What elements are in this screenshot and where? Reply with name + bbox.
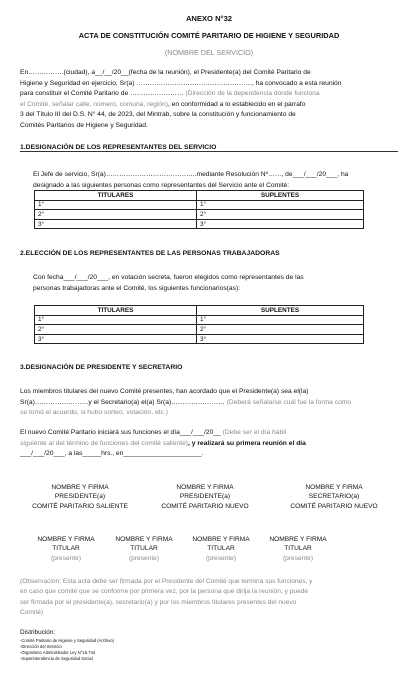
distribution-item: -Organismo Administrador Ley N°16.744 bbox=[20, 650, 96, 655]
signature-titular-2 bbox=[104, 535, 184, 563]
intro-line-1: En…………….(ciudad), a__/__/20__(fecha de la reunión), el Presidente(a) del Comité Paritario de bbox=[20, 69, 311, 76]
distribution-list bbox=[20, 638, 114, 662]
table-header-titulares: TITULARES bbox=[35, 306, 197, 316]
signature-role: PRESIDENTE(a) bbox=[54, 493, 106, 501]
table-cell[interactable]: 1° bbox=[197, 200, 364, 210]
table-header-suplentes: SUPLENTES bbox=[197, 306, 364, 316]
signature-titular-3 bbox=[181, 535, 261, 563]
table-row bbox=[35, 219, 364, 229]
signature-committee: COMITÉ PARITARIO NUEVO bbox=[161, 502, 249, 510]
table-cell[interactable]: 2° bbox=[35, 210, 197, 220]
section-3-heading: 3.DESIGNACIÓN DE PRESIDENTE Y SECRETARIO bbox=[20, 364, 183, 371]
section-3-paragraph-2 bbox=[20, 428, 398, 460]
section-3-p2-line-1b: (Debe ser el día hábil bbox=[222, 429, 287, 436]
signature-label: NOMBRE Y FIRMA bbox=[176, 484, 234, 491]
section-1-table bbox=[34, 190, 364, 229]
section-3-p1-line-2 bbox=[20, 398, 398, 409]
table-cell[interactable]: 1° bbox=[197, 315, 364, 325]
intro-line-3 bbox=[20, 89, 398, 100]
signature-role: TITULAR bbox=[130, 545, 158, 553]
section-3-p1-line-2b: (Deberá señalarse cuál fue la forma como bbox=[226, 398, 352, 406]
section-2-text-line-1: Con fecha___/___/20___, en votación secreta, fueron elegidos como representantes de las bbox=[33, 274, 304, 281]
distribution-item: -Dirección del Servicio bbox=[20, 644, 62, 649]
signature-president-outgoing bbox=[20, 483, 140, 511]
table-cell[interactable]: 2° bbox=[35, 325, 197, 335]
section-1-text bbox=[20, 170, 398, 191]
signature-committee: COMITÉ PARITARIO SALIENTE bbox=[32, 502, 128, 510]
intro-line-6: Comités Paritarios de Higiene y Seguridad. bbox=[20, 121, 148, 129]
signature-status: (presente) bbox=[50, 554, 82, 562]
section-2-text-line-2: personas trabajadoras ante el Comité, los siguientes funcionarios(as): bbox=[33, 284, 241, 292]
signature-president-new bbox=[140, 483, 270, 511]
signature-role: TITULAR bbox=[52, 545, 80, 553]
signature-role: TITULAR bbox=[207, 545, 235, 553]
signature-label: NOMBRE Y FIRMA bbox=[192, 536, 250, 543]
table-header-suplentes: SUPLENTES bbox=[197, 191, 364, 201]
table-row bbox=[35, 325, 364, 335]
signature-label: NOMBRE Y FIRMA bbox=[305, 484, 363, 491]
table-row bbox=[35, 210, 364, 220]
section-3-p2-line-2b: , y realizará su primera reunión el día bbox=[188, 439, 306, 447]
section-1-text-line-2: designado a las siguientes personas como representantes del Servicio ante el Comité: bbox=[33, 181, 290, 189]
distribution-item: -Comité Paritario de Higiene y Seguridad (Archivo) bbox=[20, 638, 115, 643]
observation-line-4: Comité) bbox=[20, 609, 44, 617]
section-3-p1-line-1: Los miembros titulares del nuevo Comité presentes, han acordado que el Presidente(a) sea el(la) bbox=[20, 388, 309, 395]
table-cell[interactable]: 1° bbox=[35, 200, 197, 210]
table-row bbox=[35, 334, 364, 344]
table-cell[interactable]: 3° bbox=[197, 334, 364, 344]
intro-line-5: 3 del Título III del D.S. N° 44, de 2023, del Mintrab, sobre la constitución y funcionamiento de bbox=[20, 111, 296, 119]
document-title: ACTA DE CONSTITUCIÓN COMITÉ PARITARIO DE HIGIENE Y SEGURIDAD bbox=[78, 31, 340, 40]
section-3-p2-line-3: ___/___/20___, a las_____hrs., en_____________________. bbox=[20, 450, 204, 458]
table-cell[interactable]: 3° bbox=[35, 219, 197, 229]
intro-line-2: Higiene y Seguridad en ejercicio, Sr(a) ……………………………………………., ha convocado a esta reunión bbox=[20, 79, 342, 87]
signature-role: SECRETARIO(a) bbox=[308, 493, 360, 501]
signature-status: (presente) bbox=[128, 554, 160, 562]
section-3-p2-line-2a: siguiente al del término de funciones del comité saliente) bbox=[20, 439, 189, 447]
signature-role: PRESIDENTE(a) bbox=[179, 493, 231, 501]
intro-line-4b: , en conformidad a lo establecido en el párrafo bbox=[167, 100, 306, 108]
distribution-heading: Distribución: bbox=[20, 629, 56, 636]
observation-line-3: ser firmada por el presidente(a), secretario(a) y por los miembros titulares presentes del nuevo bbox=[20, 598, 297, 606]
section-3-p2-line-1a: El nuevo Comité Paritario iniciará sus funciones el día___/___/20__ bbox=[20, 429, 221, 436]
table-header-titulares: TITULARES bbox=[35, 191, 197, 201]
signature-titular-4 bbox=[258, 535, 338, 563]
section-3-p2-line-2 bbox=[20, 439, 398, 450]
observation-line-2: en caso que comité que se conforme por primera vez, por la persona que dirija la reunión, y puede bbox=[20, 588, 309, 596]
intro-paragraph bbox=[20, 68, 398, 132]
intro-line-3a: para constituir el Comité Paritario de …………………… bbox=[20, 90, 184, 98]
intro-line-4 bbox=[20, 100, 398, 111]
signature-secretary-new bbox=[270, 483, 398, 511]
observation-line-1: (Observación: Esta acta debe ser firmada por el Presidente del Comité que termina sus funciones, y bbox=[20, 578, 313, 585]
table-cell[interactable]: 3° bbox=[35, 334, 197, 344]
section-2-heading: 2.ELECCIÓN DE LOS REPRESENTANTES DE LAS PERSONAS TRABAJADORAS bbox=[20, 250, 280, 257]
signature-committee: COMITÉ PARITARIO NUEVO bbox=[290, 502, 378, 510]
signature-status: (presente) bbox=[282, 554, 314, 562]
section-1-heading: 1.DESIGNACIÓN DE LOS REPRESENTANTES DEL SERVICIO bbox=[20, 144, 398, 152]
section-2-text bbox=[20, 273, 398, 294]
section-3-p2-line-1 bbox=[20, 428, 398, 439]
signature-label: NOMBRE Y FIRMA bbox=[51, 484, 109, 491]
signature-label: NOMBRE Y FIRMA bbox=[37, 536, 95, 543]
table-cell[interactable]: 2° bbox=[197, 210, 364, 220]
annex-number: ANEXO N°32 bbox=[185, 14, 233, 23]
observation-note bbox=[20, 577, 398, 619]
table-cell[interactable]: 3° bbox=[197, 219, 364, 229]
section-2-table bbox=[34, 305, 364, 344]
section-3-paragraph-1 bbox=[20, 387, 398, 419]
intro-line-4a: el Comité, señalar calle, número, comuna, región) bbox=[20, 100, 168, 108]
section-3-p1-line-2a: Sr(a)……………………y el Secretario(a) el(a) Sr(a)…………………… bbox=[20, 398, 225, 406]
service-name-placeholder: (NOMBRE DEL SERVICIO) bbox=[164, 48, 254, 57]
table-cell[interactable]: 1° bbox=[35, 315, 197, 325]
section-1-text-line-1: El Jefe de servicio, Sr(a)…………………………………..mediante Resolución Nº……, de___/___/20___, ha bbox=[33, 171, 349, 178]
signature-label: NOMBRE Y FIRMA bbox=[115, 536, 173, 543]
table-cell[interactable]: 2° bbox=[197, 325, 364, 335]
table-row bbox=[35, 200, 364, 210]
signature-titular-1 bbox=[26, 535, 106, 563]
section-3-p1-line-3: se tomó el acuerdo, si hubo sorteo, votación, etc.) bbox=[20, 409, 168, 417]
distribution-item: -Superintendencia de Seguridad Social bbox=[20, 656, 93, 661]
signature-status: (presente) bbox=[205, 554, 237, 562]
signature-label: NOMBRE Y FIRMA bbox=[269, 536, 327, 543]
signature-role: TITULAR bbox=[284, 545, 312, 553]
table-row bbox=[35, 315, 364, 325]
intro-line-3b: (Dirección de la dependencia donde funciona bbox=[185, 90, 320, 98]
